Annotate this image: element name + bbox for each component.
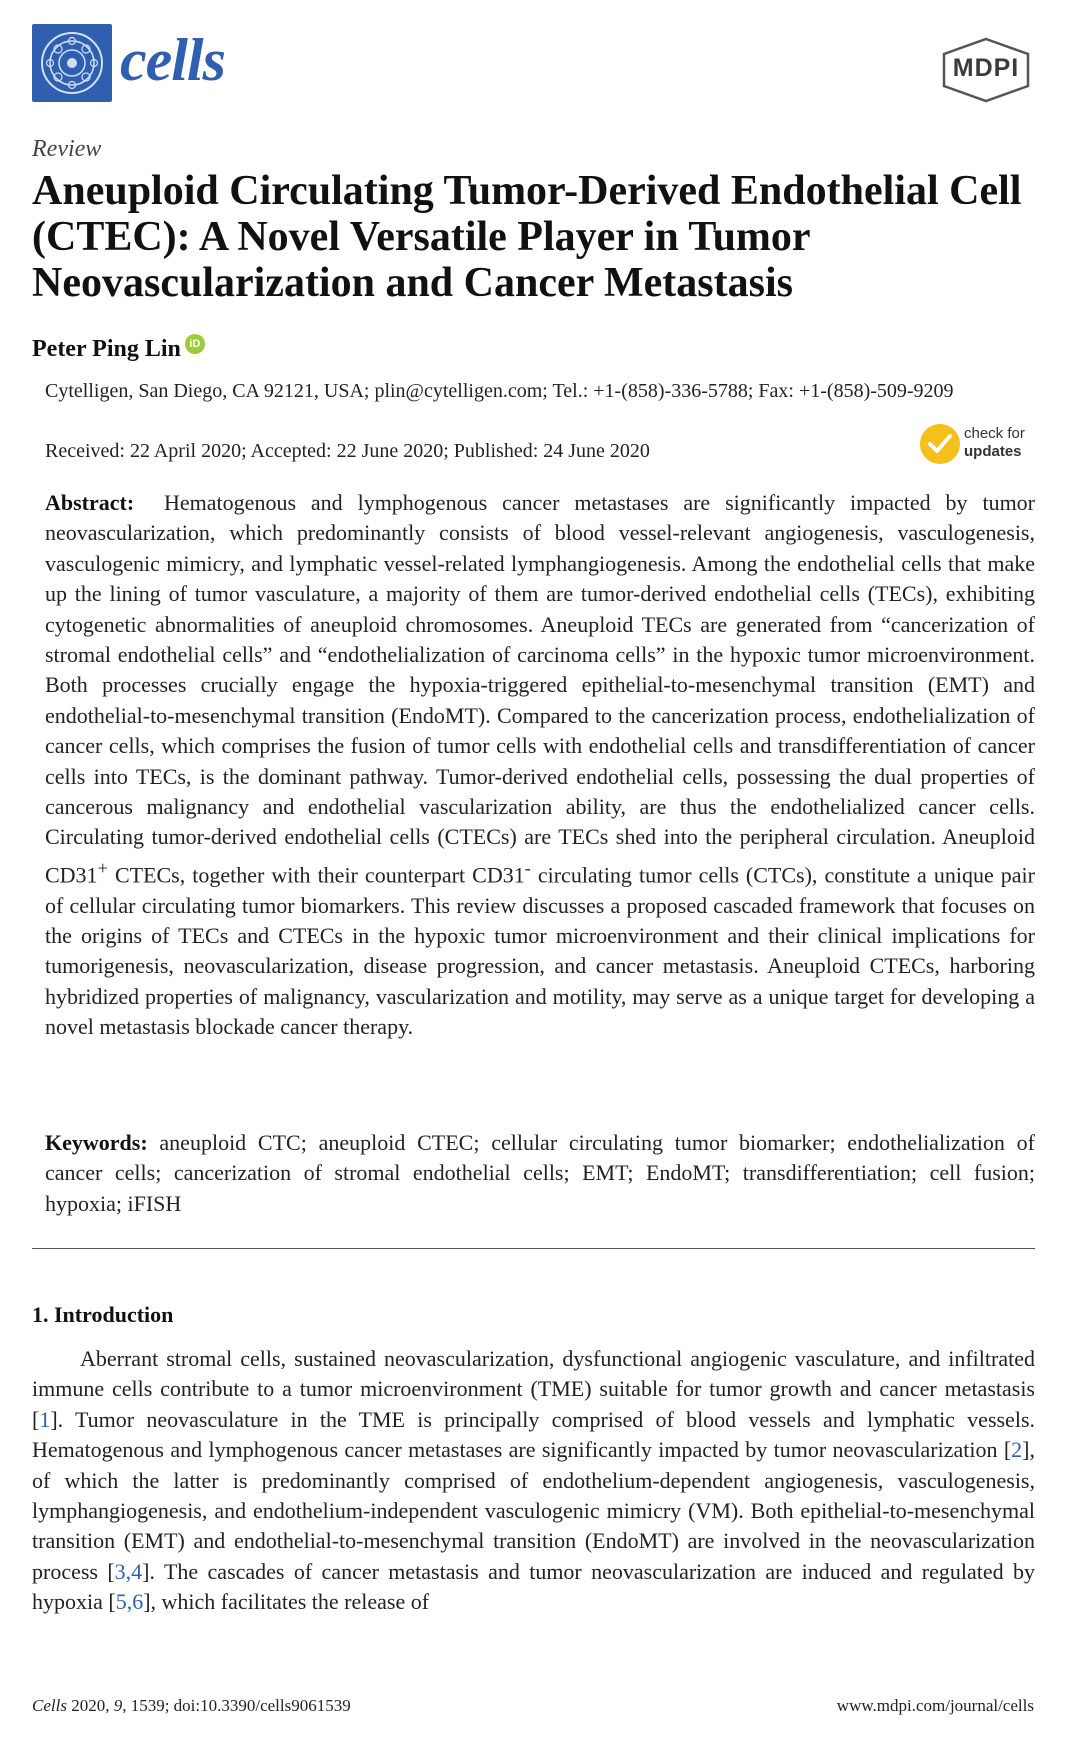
cells-journal-logo-icon [38,29,106,97]
publication-dates: Received: 22 April 2020; Accepted: 22 June 2020; Published: 24 June 2020 [45,440,650,462]
journal-logo [32,24,112,102]
affiliation: Cytelligen, San Diego, CA 92121, USA; plin@cytelligen.com; Tel.: +1-(858)-336-5788; Fax: +1-(858)-509-9209 [45,380,954,402]
section-divider [32,1248,1035,1249]
publisher-name: MDPI [952,54,1020,82]
citation-link[interactable]: 2 [1011,1437,1023,1463]
citation-link[interactable]: 3,4 [114,1558,143,1584]
checkmark-icon [920,424,960,464]
keywords-label: Keywords: [45,1130,148,1155]
author-line [32,336,205,363]
abstract-label: Abstract: [45,490,135,515]
section-heading-introduction: 1. Introduction [32,1302,174,1327]
publisher-logo[interactable] [938,36,1034,104]
citation-link[interactable]: 1 [39,1406,51,1432]
citation-footer: Cells 2020, 9, 1539; doi:10.3390/cells9061539 [32,1696,351,1715]
journal-url[interactable]: www.mdpi.com/journal/cells [836,1696,1034,1715]
citation-link[interactable]: 5,6 [115,1589,144,1615]
abstract: Abstract: Hematogenous and lymphogenous cancer metastases are significantly impacted by tumor neovascularization, which predominantly consists of blood vessel-relevant angiogenesis, vasculogenesis, vasculogenic mimicry, and lymphatic vessel-related lymphangiogenesis. Among the endothelial cells that make up the lining of tumor vasculature, a majority of them are tumor-derived endothelial cells (TECs), exhibiting cytogenetic abnormalities of aneuploid chromosomes. Aneuploid TECs are generated from “cancerization of stromal endothelial cells” and “endothelialization of carcinoma cells” in the hypoxic tumor microenvironment. Both processes crucially engage the hypoxia-triggered epithelial-to-mesenchymal transition (EMT) and endothelial-to-mesenchymal transition (EndoMT). Compared to the cancerization process, endothelialization of cancer cells, which comprises the fusion of tumor cells with endothelial cells and transdifferentiation of cancer cells into TECs, is the dominant pathway. Tumor-derived endothelial cells, possessing the dual properties of cancerous malignancy and endothelial vascularization ability, are thus the endothelialized cancer cells. Circulating tumor-derived endothelial cells (CTECs) are TECs shed into the peripheral circulation. Aneuploid CD31+ CTECs, together with their counterpart CD31- circulating tumor cells (CTCs), constitute a unique pair of cellular circulating tumor biomarkers. This review discusses a proposed cascaded framework that focuses on the origins of TECs and CTECs in the hypoxic tumor microenvironment and their clinical implications for tumorigenesis, neovascularization, disease progression, and cancer metastasis. Aneuploid CTECs, harboring hybridized properties of malignancy, vascularization and motility, may serve as a unique target for developing a novel metastasis blockade cancer therapy. [45,490,1036,1040]
orcid-icon[interactable]: iD [185,334,205,354]
article-title: Aneuploid Circulating Tumor-Derived Endothelial Cell (CTEC): A Novel Versatile Player in Tumor Neovascularization and Cancer Metastasis [32,168,1022,306]
check-updates-label: check for updates [964,425,1025,460]
keywords [45,1128,1035,1219]
introduction-paragraph: Aberrant stromal cells, sustained neovascularization, dysfunctional angiogenic vasculature, and infiltrated immune cells contribute to a tumor microenvironment (TME) suitable for tumor growth and cancer metastasis [1]. Tumor neovasculature in the TME is principally comprised of blood vessels and lymphatic vessels. Hematogenous and lymphogenous cancer metastases are significantly impacted by tumor neovascularization [2], of which the latter is predominantly comprised of endothelium-dependent angiogenesis, vasculogenesis, lymphangiogenesis, and endothelium-independent vasculogenic mimicry (VM). Both epithelial-to-mesenchymal transition (EMT) and endothelial-to-mesenchymal transition (EndoMT) are involved in the neovascularization process [3,4]. The cascades of cancer metastasis and tumor neovascularization are induced and regulated by hypoxia [5,6], which facilitates the release of [32,1346,1035,1615]
article-type: Review [32,136,102,162]
check-for-updates-badge[interactable] [920,424,1040,468]
journal-name[interactable]: cells [120,27,225,93]
keywords-text: aneuploid CTC; aneuploid CTEC; cellular circulating tumor biomarker; endothelialization of cancer cells; cancerization of stromal endothelial cells; EMT; EndoMT; transdifferentiation; cell fusion; hypoxia; iFISH [45,1130,1036,1216]
author-name[interactable]: Peter Ping Lin [32,336,181,362]
